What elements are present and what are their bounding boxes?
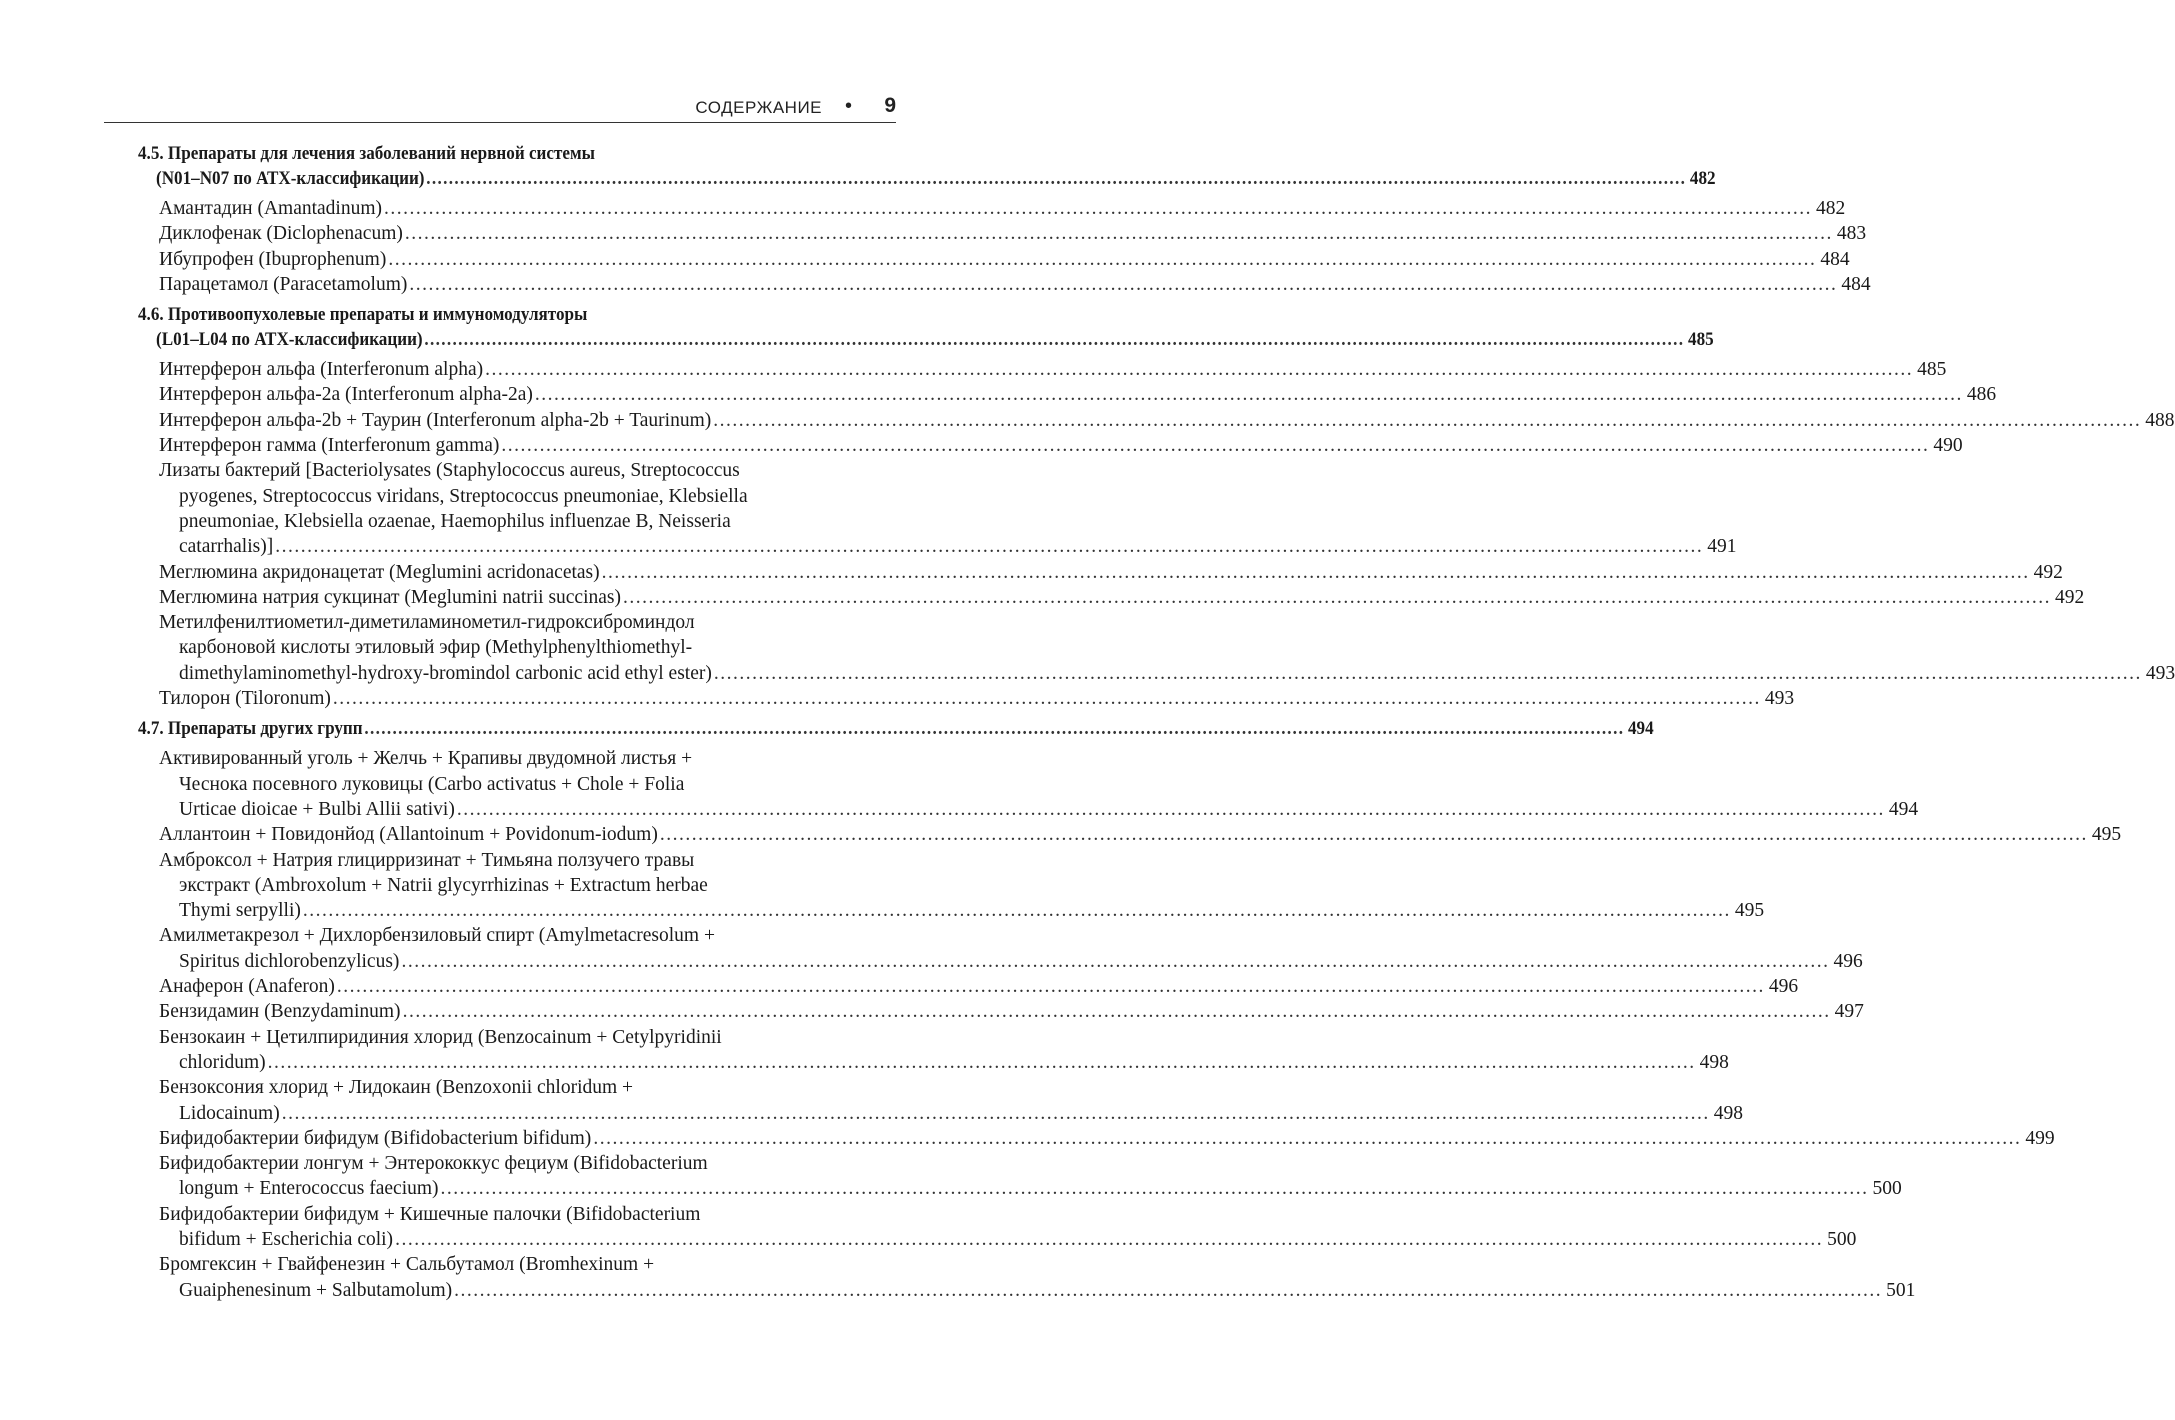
entry-line: Амантадин (Amantadinum): [159, 198, 383, 219]
dot-leader: [363, 716, 1627, 741]
entry-page-number: 500: [1872, 1178, 1902, 1200]
table-of-contents: [138, 141, 2175, 1308]
entry-line: Лизаты бактерий [Bacteriolysates (Staphylococcus aureus, Streptococcus: [159, 460, 740, 482]
section-page-number: 485: [1688, 329, 1714, 351]
entry-line: Интерферон альфа (Interferonum alpha): [159, 359, 484, 381]
entry-page-number: 492: [2033, 561, 2063, 583]
toc-section: [138, 716, 2122, 1303]
toc-entry[interactable]: [159, 822, 2122, 847]
entry-line: catarrhalis)]: [179, 536, 274, 558]
entry-page-number: 497: [1834, 1001, 1864, 1023]
entry-line: Бензоксония хлорид + Лидокаин (Benzoxonii chloridum +: [159, 1077, 634, 1099]
toc-entry[interactable]: [159, 1126, 2055, 1151]
toc-entry[interactable]: [159, 458, 1737, 559]
entry-line: Меглюмина акридонацетат (Meglumini acridonacetas): [159, 561, 600, 583]
entry-page-number: 494: [1888, 798, 1919, 820]
entry-list: [138, 196, 1871, 297]
entry-page-number: 499: [2025, 1127, 2055, 1149]
entry-line: Парацетамол (Paracetamolum): [159, 273, 408, 295]
entry-page-number: 496: [1833, 950, 1863, 972]
entry-line: Интерферон альфа-2b + Таурин (Interferonum alpha-2b + Taurinum): [159, 409, 712, 431]
dot-leader: [393, 1227, 1825, 1252]
toc-entry[interactable]: [159, 247, 1850, 272]
section-heading-line: 4.6. Противоопухолевые препараты и иммуномодуляторы: [138, 304, 588, 326]
toc-entry[interactable]: [159, 585, 2085, 610]
dot-leader: [280, 1101, 1712, 1126]
entry-page-number: 491: [1707, 536, 1737, 558]
entry-line: Меглюмина натрия сукцинат (Meglumini natrii succinas): [159, 586, 621, 608]
entry-page-number: 492: [2055, 586, 2085, 608]
entry-line: chloridum): [179, 1051, 266, 1073]
entry-page-number: 488: [2145, 409, 2175, 431]
dot-leader: [600, 560, 2032, 585]
entry-page-number: 501: [1886, 1279, 1916, 1301]
dot-leader: [335, 974, 1767, 999]
page-number: 9: [884, 94, 896, 117]
entry-page-number: 498: [1699, 1051, 1729, 1073]
dot-leader: [386, 247, 1818, 272]
dot-leader: [301, 898, 1733, 923]
entry-line: Бифидобактерии бифидум + Кишечные палочки (Bifidobacterium: [159, 1203, 701, 1225]
dot-leader: [712, 661, 2144, 686]
entry-line: pneumoniae, Klebsiella ozaenae, Haemophilus influenzae B, Neisseria: [179, 510, 731, 532]
toc-entry[interactable]: [159, 560, 2063, 585]
dot-leader: [403, 221, 1835, 246]
dot-leader: [591, 1126, 2023, 1151]
toc-entry[interactable]: [159, 1025, 1729, 1076]
entry-line: longum + Enterococcus faecium): [179, 1178, 439, 1200]
toc-entry[interactable]: [159, 382, 1997, 407]
entry-line: Urticae dioicae + Bulbi Allii sativi): [179, 798, 455, 820]
entry-page-number: 496: [1768, 976, 1799, 998]
dot-leader: [499, 433, 1931, 458]
entry-line: Амилметакрезол + Дихлорбензиловый спирт (Amylmetacresolum +: [159, 925, 715, 947]
dot-leader: [621, 585, 2053, 610]
toc-entry[interactable]: [159, 999, 1864, 1024]
entry-line: Бензокаин + Цетилпиридиния хлорид (Benzocainum + Cetylpyridinii: [159, 1026, 722, 1048]
entry-line: Бифидобактерии лонгум + Энтерококкус фециум (Bifidobacterium: [159, 1153, 708, 1175]
entry-line: Ибупрофен (Ibuprophenum): [159, 248, 387, 270]
section-heading[interactable]: [138, 302, 1714, 352]
dot-leader: [399, 949, 1831, 974]
entry-line: Бифидобактерии бифидум (Bifidobacterium bifidum): [159, 1127, 592, 1149]
toc-entry[interactable]: [159, 923, 1863, 974]
entry-page-number: 484: [1841, 273, 1871, 295]
entry-list: [138, 357, 2175, 711]
entry-page-number: 495: [2091, 824, 2122, 846]
entry-page-number: 493: [2145, 662, 2175, 684]
section-heading-line: 4.7. Препараты других групп: [138, 718, 363, 740]
toc-entry[interactable]: [159, 1075, 1743, 1126]
entry-line: Spiritus dichlorobenzylicus): [179, 950, 400, 972]
entry-line: pyogenes, Streptococcus viridans, Streptococcus pneumoniae, Klebsiella: [179, 485, 748, 507]
entry-line: Метилфенилтиометил-диметиламинометил-гидроксиброминдол: [159, 612, 695, 634]
entry-page-number: 483: [1836, 223, 1867, 245]
entry-line: Тилорон (Tiloronum): [159, 688, 331, 710]
entry-line: Guaiphenesinum + Salbutamolum): [179, 1279, 453, 1301]
dot-leader: [266, 1050, 1698, 1075]
entry-line: Амброксол + Натрия глицирризинат + Тимьяна ползучего травы: [159, 849, 695, 871]
toc-entry[interactable]: [159, 746, 1919, 822]
section-heading-line: 4.5. Препараты для лечения заболеваний нервной системы: [138, 143, 595, 164]
dot-leader: [658, 822, 2090, 847]
toc-entry[interactable]: [159, 1151, 1902, 1202]
entry-line: dimethylaminomethyl-hydroxy-bromindol carbonic acid ethyl ester): [179, 662, 712, 684]
entry-list: [138, 746, 2122, 1303]
entry-line: Чеснока посевного луковицы (Carbo activatus + Chole + Folia: [179, 773, 685, 795]
toc-entry[interactable]: [159, 1202, 1857, 1253]
entry-page-number: 493: [1764, 688, 1795, 710]
entry-line: Активированный уголь + Желчь + Крапивы двудомной листья +: [159, 748, 693, 770]
dot-leader: [452, 1278, 1884, 1303]
dot-leader: [331, 686, 1763, 711]
dot-leader: [425, 166, 1689, 191]
entry-line: Аллантоин + Повидонйод (Allantoinum + Povidonum-iodum): [159, 824, 658, 846]
entry-line: Диклофенак (Diclophenacum): [159, 223, 403, 245]
dot-leader: [455, 797, 1887, 822]
entry-line: карбоновой кислоты этиловый эфир (Methylphenylthiomethyl-: [179, 637, 693, 659]
toc-section: [138, 141, 1871, 297]
dot-leader: [423, 327, 1687, 352]
entry-line: bifidum + Escherichia coli): [179, 1228, 394, 1250]
entry-page-number: 482: [1816, 198, 1846, 219]
header-title: СОДЕРЖАНИЕ: [695, 98, 822, 117]
entry-page-number: 495: [1734, 900, 1765, 922]
entry-line: Анаферон (Anaferon): [159, 976, 335, 998]
toc-entry[interactable]: [159, 272, 1871, 297]
section-heading-line: (N01–N07 по АТХ-классификации): [156, 168, 425, 189]
entry-page-number: 500: [1827, 1228, 1857, 1250]
entry-page-number: 498: [1713, 1102, 1743, 1124]
entry-page-number: 486: [1966, 384, 1997, 406]
dot-leader: [401, 999, 1833, 1024]
toc-entry[interactable]: [159, 686, 1795, 711]
running-header: [104, 84, 896, 123]
dot-leader: [483, 357, 1915, 382]
entry-line: Lidocainum): [179, 1102, 280, 1124]
section-page-number: 494: [1628, 718, 1654, 740]
section-heading[interactable]: [138, 141, 1716, 191]
dot-leader: [407, 272, 1839, 297]
dot-leader: [439, 1176, 1871, 1201]
toc-entry[interactable]: [159, 974, 1799, 999]
entry-line: Интерферон гамма (Interferonum gamma): [159, 435, 500, 457]
section-page-number: 482: [1689, 168, 1716, 189]
entry-line: Бромгексин + Гвайфенезин + Сальбутамол (Bromhexinum +: [159, 1254, 655, 1276]
toc-entry[interactable]: [159, 196, 1846, 221]
entry-page-number: 484: [1820, 248, 1850, 270]
entry-line: Бензидамин (Benzydaminum): [159, 1001, 401, 1023]
toc-entry[interactable]: [159, 408, 2175, 433]
entry-line: экстракт (Ambroxolum + Natrii glycyrrhizinas + Extractum herbae: [179, 874, 708, 896]
toc-entry[interactable]: [159, 221, 1867, 246]
entry-page-number: 490: [1933, 435, 1963, 457]
toc-section: [138, 302, 2175, 711]
section-heading[interactable]: [138, 716, 1654, 741]
toc-entry[interactable]: [159, 433, 1963, 458]
dot-leader: [711, 408, 2143, 433]
toc-entry[interactable]: [159, 357, 1947, 382]
dot-leader: [382, 196, 1814, 221]
toc-entry[interactable]: [159, 848, 1765, 924]
entry-page-number: 485: [1917, 359, 1947, 381]
toc-entry[interactable]: [159, 610, 2175, 686]
entry-line: Thymi serpylli): [179, 900, 301, 922]
toc-entry[interactable]: [159, 1252, 1916, 1303]
header-bullet: •: [844, 95, 852, 117]
section-heading-line: (L01–L04 по АТХ-классификации): [156, 329, 423, 351]
entry-line: Интерферон альфа-2a (Interferonum alpha-2a): [159, 384, 533, 406]
dot-leader: [273, 534, 1705, 559]
dot-leader: [533, 382, 1965, 407]
